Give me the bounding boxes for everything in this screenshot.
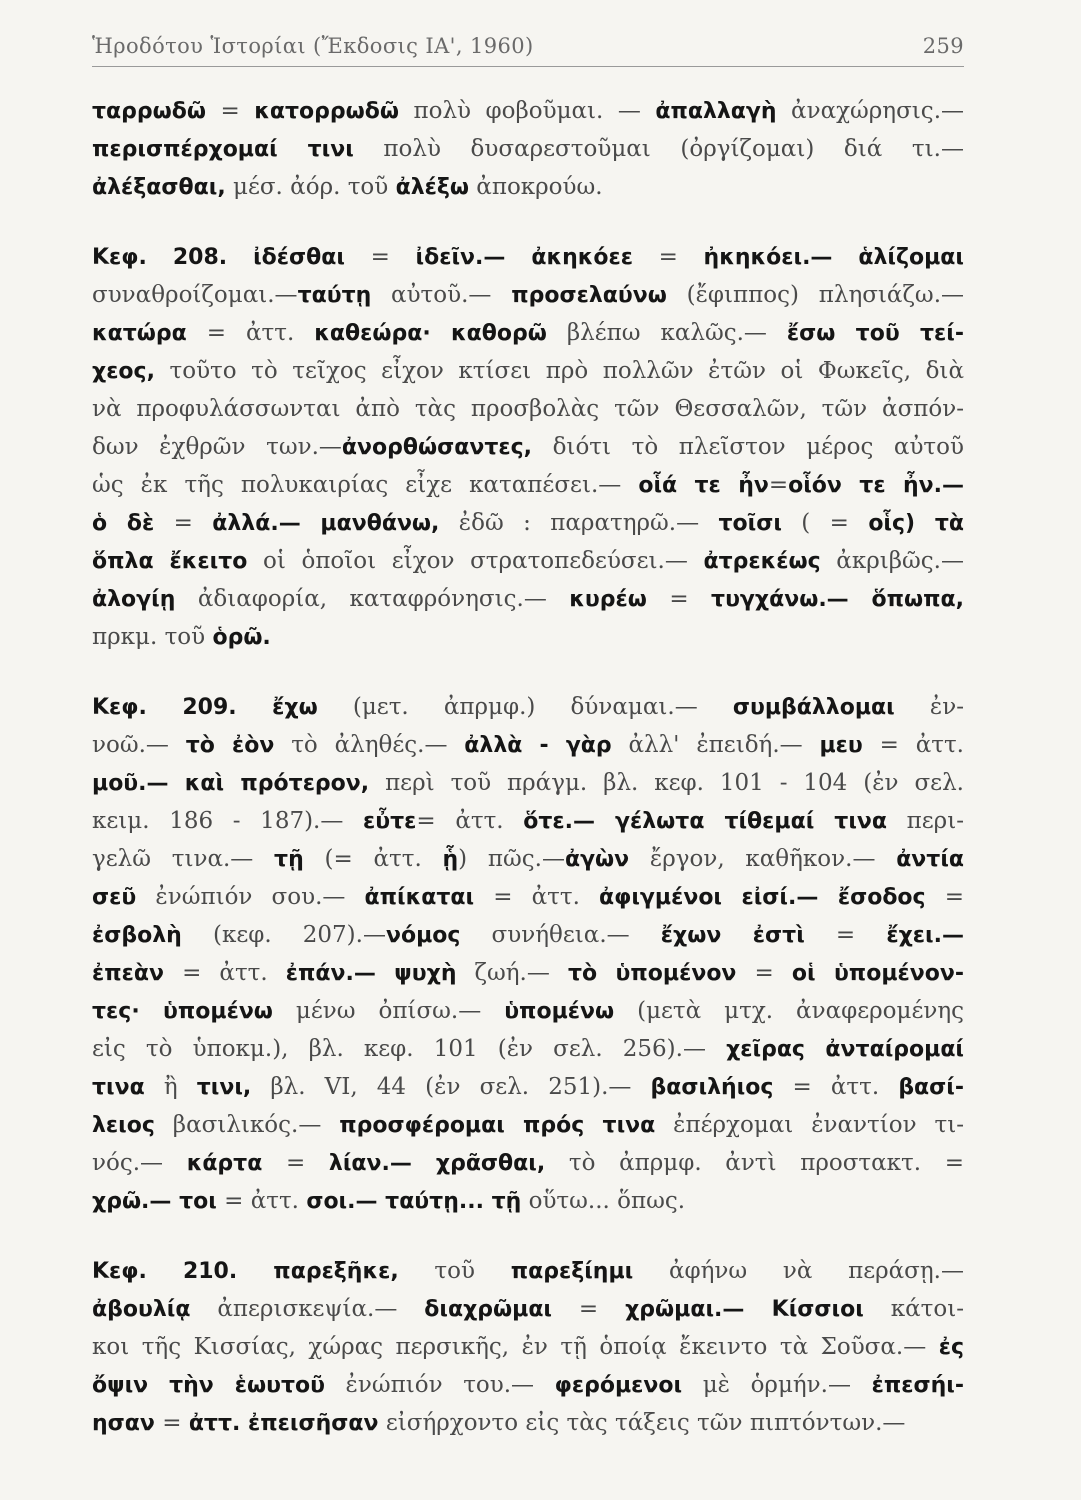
headword: ἔσω τοῦ τεί- [786,321,964,346]
text-line [92,992,964,1030]
gloss-text: ἀδιαφορία, καταφρόνησις.— [175,586,570,612]
headword: ἀλλὰ - γὰρ [464,733,612,758]
gloss-text: βλ. VI, 44 (ἐν σελ. 251).— [251,1074,651,1100]
gloss-text: ἔργον, καθῆκον.— [629,846,897,872]
gloss-text: ἀπερισκεψία.— [190,1296,425,1322]
gloss-text: μέσ. ἀόρ. τοῦ [225,174,396,200]
gloss-text: ἀποκρούω. [468,174,603,200]
headword: τὸ ἐὸν [185,733,275,758]
headword: κατορρωδῶ [254,99,400,124]
gloss-text: νοῶ.— [92,732,186,758]
headword: χεος, [92,359,155,384]
gloss-text: εἰσήρχοντο εἰς τὰς τάξεις τῶν πιπτόντων.— [378,1410,906,1436]
text-line [92,878,964,916]
gloss-text: ἐνώπιόν του.— [324,1372,555,1398]
headword: ἐπεσήι- [871,1373,964,1398]
gloss-text: γελῶ τινα.— [92,846,275,872]
gloss-text: νὰ προφυλάσσωνται ἀπὸ τὰς προσβολὰς τῶν Θεσσαλῶν, τῶν ἀσπόν- [92,396,964,422]
headword: φερόμενοι [554,1373,683,1398]
headword: ἀφιγμένοι εἰσί.— ἔσοδος [599,885,926,910]
gloss-text: ) πῶς.— [458,846,565,872]
gloss-text: = ἀττ. [186,320,315,346]
headword: μοῦ.— καὶ πρότερον, [92,771,370,796]
headword: Κεφ. 209. ἔχω [92,695,318,720]
gloss-text: = [768,472,789,498]
headword: τινα [92,1075,145,1100]
gloss-text: (= ἀττ. [303,846,443,872]
gloss-text: περι- [887,808,964,834]
headword: ἠκηκόει.— ἁλίζομαι [703,245,964,270]
gloss-text: πολὺ φοβοῦμαι. — [399,98,656,124]
text-line [92,542,964,580]
gloss-text: ἀφήνω νὰ περάσῃ.— [633,1258,964,1284]
running-header-title: Ἡροδότου Ἱστορίαι (Ἔκδοσις ΙΑ', 1960) [92,34,534,58]
commentary-body [92,92,964,1474]
text-line [92,1106,964,1144]
headword: Κεφ. 208. ἰδέσθαι [92,245,345,270]
gloss-text: = ἀττ. [216,1188,307,1214]
gloss-text: = [925,884,964,910]
headword: οἱ ὑπομένον- [791,961,964,986]
headword: τῇ [274,847,304,872]
text-line [92,428,964,466]
text-line [92,802,964,840]
gloss-text: = ἀττ. [862,732,964,758]
text-line [92,1068,964,1106]
gloss-text: τὸ ἀπρμφ. ἀντὶ προστακτ. = [545,1150,964,1176]
text-line [92,764,964,802]
running-header [92,30,964,67]
gloss-text: βασιλικός.— [154,1112,340,1138]
headword: ὁ δὲ [92,511,155,536]
gloss-text: = ἀττ. [474,884,600,910]
gloss-text: βλέπω καλῶς.— [546,320,787,346]
gloss-text: ἀλλ' ἐπειδή.— [611,732,820,758]
headword: συμβάλλομαι [732,695,895,720]
headword: ταύτῃ [297,283,372,308]
headword: ὅπλα ἔκειτο [92,549,248,574]
gloss-text: δων ἐχθρῶν των.— [92,434,342,460]
gloss-text: τὸ ἀληθές.— [274,732,465,758]
gloss-text: διότι τὸ πλεῖστον μέρος αὐτοῦ [532,434,964,460]
headword: παρεξίημι [510,1259,634,1284]
headword: ἀλλά.— μανθάνω, [212,511,440,536]
headword: ἀγὼν [564,847,630,872]
gloss-text: (μετ. ἀπρμφ.) δύναμαι.— [317,694,733,720]
headword: οἷόν τε ἦν.— [788,473,964,498]
text-line [92,916,964,954]
headword: τινι, [196,1075,252,1100]
headword: οἷά τε ἦν [638,473,769,498]
gloss-text: = ἀττ. [416,808,524,834]
gloss-text: = [344,244,416,270]
headword: κάρτα [186,1151,263,1176]
gloss-text: ἐδῶ : παρατηρῶ.— [439,510,719,536]
gloss-text: = [736,960,792,986]
paragraph [92,238,964,656]
gloss-text: ἢ [144,1074,197,1100]
headword: περισπέρχομαί τινι [92,137,354,162]
text-line [92,1404,964,1442]
gloss-text: = ἀττ. [164,960,286,986]
headword: χεῖρας ἀνταίρομαί [726,1037,964,1062]
paragraph [92,688,964,1220]
headword: ἀνορθώσαντες, [341,435,533,460]
headword: σοι.— ταύτῃ... τῇ [306,1189,522,1214]
headword: οἷς) τὰ [868,511,964,536]
gloss-text: πρκμ. τοῦ [92,624,213,650]
headword: ἀττ. ἐπεισῆσαν [188,1411,379,1436]
text-line [92,580,964,618]
headword: ἀτρεκέως [703,549,821,574]
gloss-text: ἀκριβῶς.— [820,548,964,574]
gloss-text: = [154,510,213,536]
headword: τὸ ὑπομένον [567,961,737,986]
headword: ταρρωδῶ [92,99,207,124]
headword: χρῶμαι.— Κίσσιοι [625,1297,864,1322]
gloss-text: τοῦτο τὸ τεῖχος εἶχον κτίσει πρὸ πολλῶν ἐτῶν οἱ Φωκεῖς, διὰ [154,358,964,384]
headword: ὁρῶ. [212,625,271,650]
headword: ἀπίκαται [364,885,475,910]
headword: τυγχάνω.— ὅπωπα, [711,587,964,612]
headword: ἀπαλλαγὴ [655,99,777,124]
headword: νόμος [385,923,461,948]
text-line [92,92,964,130]
text-line [92,840,964,878]
gloss-text: = [646,586,712,612]
text-line [92,1328,964,1366]
page-number: 259 [922,34,964,58]
text-line [92,1252,964,1290]
gloss-text: πολὺ δυσαρεστοῦμαι (ὀργίζομαι) διά τι.— [353,136,964,162]
text-line [92,504,964,542]
text-line [92,726,964,764]
headword: ἀλογίῃ [92,587,176,612]
headword: Κεφ. 210. παρεξῆκε, [92,1259,399,1284]
headword: προσφέρομαι πρός τινα [339,1113,656,1138]
gloss-text: (ἔφιππος) πλησιάζω.— [666,282,964,308]
gloss-text: τοῦ [398,1258,511,1284]
headword: λειος [92,1113,155,1138]
headword: ἀλέξασθαι, [92,175,226,200]
text-line [92,352,964,390]
headword: ἰδεῖν.— ἀκηκόεε [415,245,633,270]
gloss-text: αὐτοῦ.— [371,282,512,308]
gloss-text: εἰς τὸ ὑποκμ.), βλ. κεφ. 101 (ἐν σελ. 256).— [92,1036,727,1062]
headword: εὖτε [363,809,417,834]
gloss-text: συνήθεια.— [460,922,661,948]
headword: βασί- [898,1075,964,1100]
headword: ᾗ [442,847,459,872]
headword: ἐπάν.— ψυχὴ [285,961,457,986]
text-line [92,1366,964,1404]
headword: κυρέω [569,587,647,612]
gloss-text: οἱ ὁποῖοι εἶχον στρατοπεδεύσει.— [247,548,704,574]
headword: βασιλήιος [650,1075,774,1100]
text-line [92,168,964,206]
text-line [92,466,964,504]
text-line [92,688,964,726]
gloss-text: κειμ. 186 - 187).— [92,808,364,834]
paragraph [92,1252,964,1442]
headword: διαχρῶμαι [424,1297,553,1322]
text-line [92,1182,964,1220]
gloss-text: (μετὰ μτχ. ἀναφερομένης [614,998,964,1024]
gloss-text: ἐνώπιόν σου.— [136,884,365,910]
headword: σεῦ [92,885,137,910]
text-line [92,314,964,352]
gloss-text: ὡς ἐκ τῆς πολυκαιρίας εἶχε καταπέσει.— [92,472,639,498]
text-line [92,954,964,992]
headword: ὅτε.— γέλωτα τίθεμαί τινα [523,809,887,834]
gloss-text: νός.— [92,1150,187,1176]
gloss-text: ἀναχώρησις.— [776,98,964,124]
gloss-text: ζωή.— [456,960,568,986]
gloss-text: κοι τῆς Κισσίας, χώρας περσικῆς, ἐν τῇ ὁποίᾳ ἔκειντο τὰ Σοῦσα.— [92,1334,939,1360]
text-line [92,130,964,168]
headword: τοῖσι [718,511,782,536]
gloss-text: συναθροίζομαι.— [92,282,298,308]
headword: τες· ὑπομένω [92,999,273,1024]
text-line [92,276,964,314]
gloss-text: = [804,922,887,948]
text-line [92,1144,964,1182]
headword: καθεώρα· καθορῶ [314,321,547,346]
gloss-text: = ἀττ. [773,1074,899,1100]
headword: ἔχων ἐστὶ [660,923,805,948]
gloss-text: = [154,1410,189,1436]
headword: χρῶ.— τοι [92,1189,217,1214]
headword: λίαν.— χρᾶσθαι, [328,1151,546,1176]
headword: ἐπεὰν [92,961,164,986]
gloss-text: ( = [781,510,869,536]
headword: κατώρα [92,321,187,346]
gloss-text: περὶ τοῦ πράγμ. βλ. κεφ. 101 - 104 (ἐν σελ. [369,770,964,796]
gloss-text: = [262,1150,329,1176]
text-line [92,618,964,656]
headword: ὄψιν τὴν ἑωυτοῦ [92,1373,325,1398]
headword: ἐσβολὴ [92,923,182,948]
headword: ἔχει.— [886,923,964,948]
headword: προσελαύνω [511,283,667,308]
gloss-text: ἐπέρχομαι ἐναντίον τι- [655,1112,964,1138]
text-line [92,390,964,428]
gloss-text: = [633,244,704,270]
headword: ἐς [938,1335,964,1360]
headword: ὑπομένω [504,999,615,1024]
gloss-text: (κεφ. 207).— [181,922,386,948]
gloss-text: οὕτω... ὅπως. [521,1188,686,1214]
text-line [92,1290,964,1328]
gloss-text: κάτοι- [863,1296,964,1322]
headword: μευ [819,733,863,758]
gloss-text: μὲ ὁρμήν.— [682,1372,872,1398]
headword: ἀβουλίᾳ [92,1297,191,1322]
gloss-text: = [552,1296,626,1322]
gloss-text: μένω ὀπίσω.— [272,998,505,1024]
headword: ἀντία [896,847,964,872]
headword: ἀλέξω [395,175,469,200]
text-line [92,238,964,276]
gloss-text: ἐν- [894,694,964,720]
headword: ησαν [92,1411,155,1436]
text-line [92,1030,964,1068]
paragraph [92,92,964,206]
gloss-text: = [206,98,255,124]
